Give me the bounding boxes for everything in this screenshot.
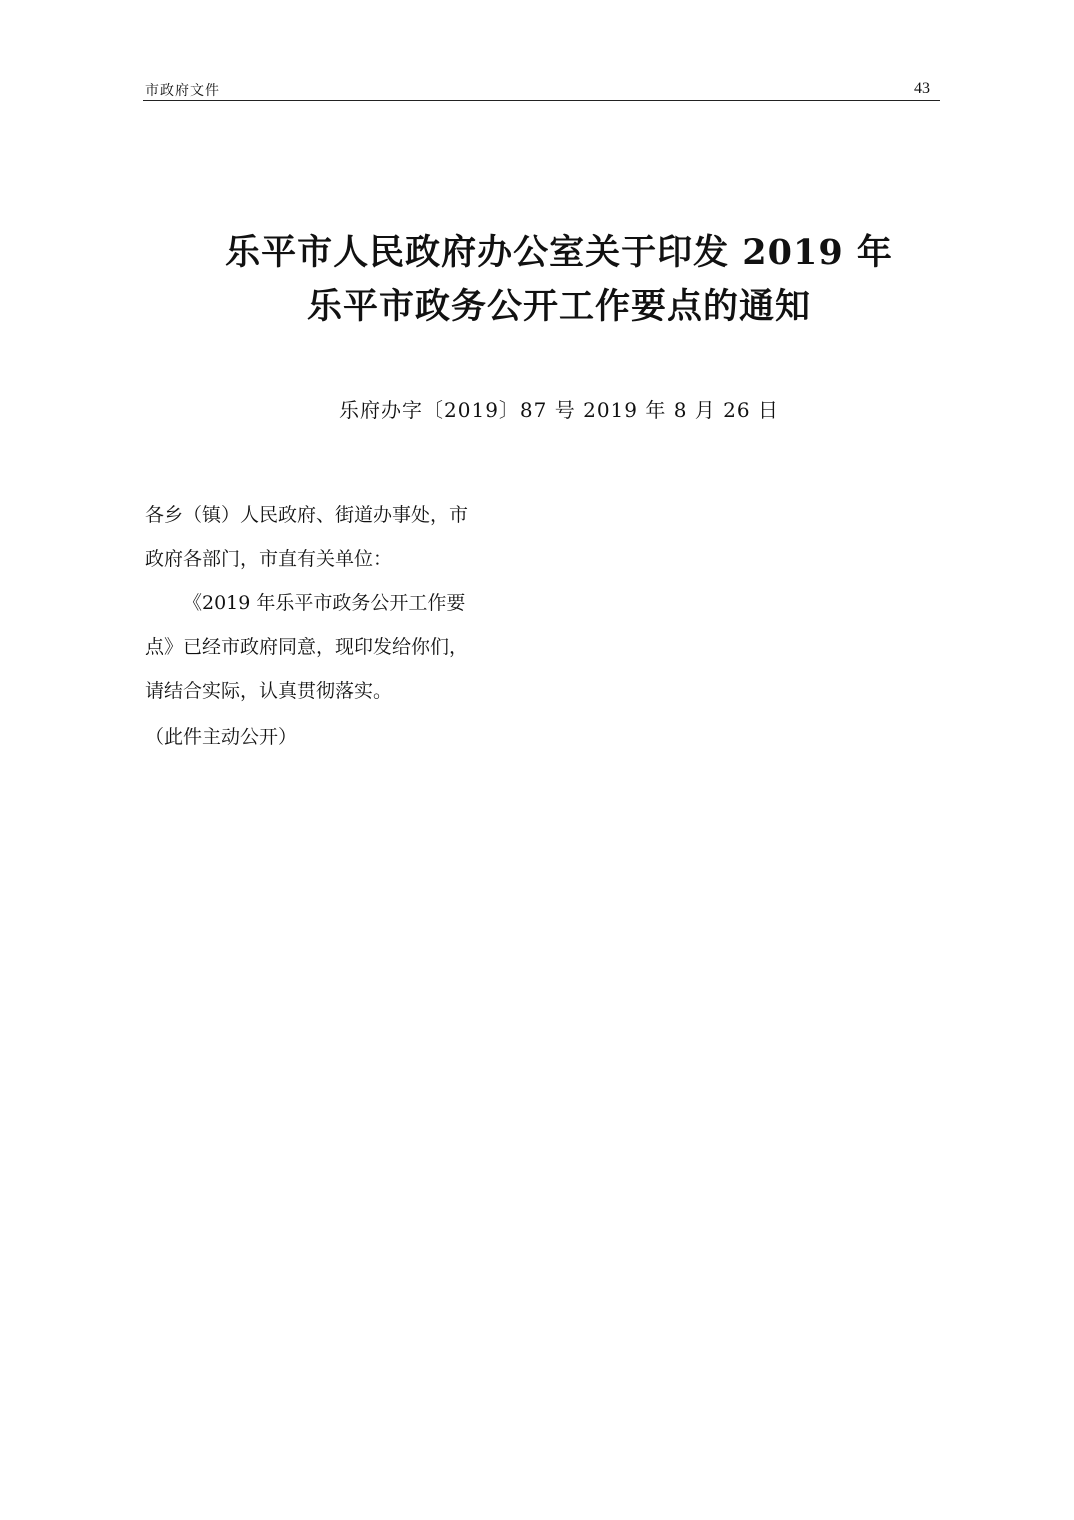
page-header (143, 78, 940, 101)
body-line-3: 请结合实际，认真贯彻落实。 (145, 680, 393, 702)
body-line-1: 《2019 年乐平市政务公开工作要 (183, 592, 466, 614)
header-section-label: 市政府文件 (145, 83, 220, 99)
addressee-line-2: 政府各部门，市直有关单位： (145, 548, 393, 570)
document-body (145, 493, 525, 713)
addressee-line-1: 各乡（镇）人民政府、街道办事处，市 (145, 504, 469, 526)
disclosure-note: （此件主动公开） (145, 726, 298, 748)
document-title (150, 226, 968, 334)
title-line-1: 乐平市人民政府办公室关于印发 2019 年 (225, 232, 893, 273)
body-line-2: 点》已经市政府同意，现印发给你们， (145, 636, 469, 658)
page-number: 43 (914, 80, 930, 97)
title-line-2: 乐平市政务公开工作要点的通知 (306, 286, 811, 327)
document-number: 乐府办字〔2019〕87 号 2019 年 8 月 26 日 (339, 398, 779, 422)
